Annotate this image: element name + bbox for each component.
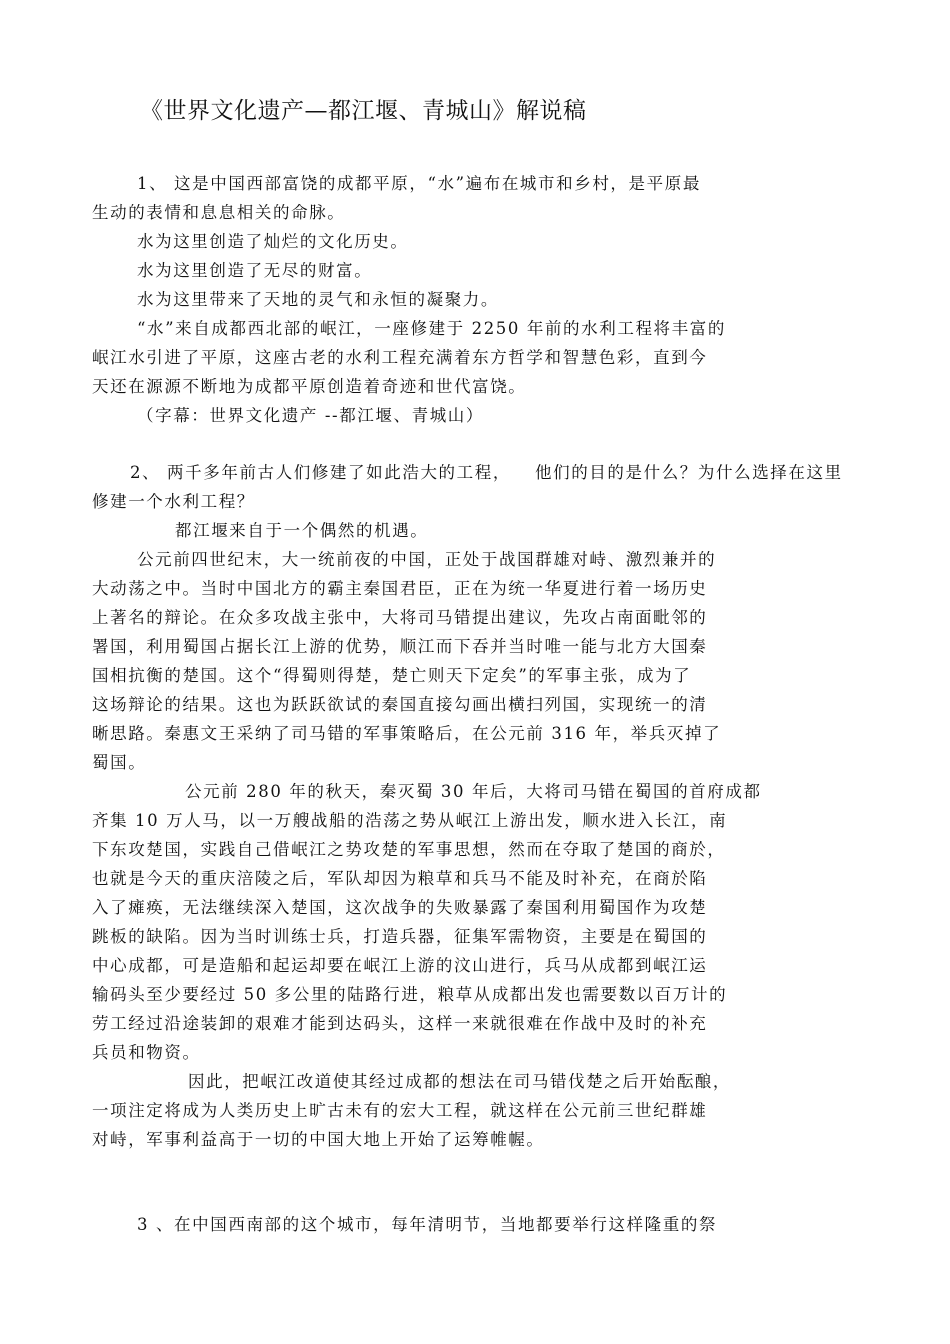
paragraph-line: 一项注定将成为人类历史上旷古未有的宏大工程，就这样在公元前三世纪群雄 xyxy=(92,1101,708,1120)
paragraph-line: 署国，利用蜀国占据长江上游的优势，顺江而下吞并当时唯一能与北方大国秦 xyxy=(92,637,708,656)
paragraph-line: 跳板的缺陷。因为当时训练士兵，打造兵器，征集军需物资，主要是在蜀国的 xyxy=(92,927,708,946)
paragraph-line: 下东攻楚国，实践自己借岷江之势攻楚的军事思想，然而在夺取了楚国的商於， xyxy=(92,840,726,859)
paragraph-line: 齐集 10 万人马，以一万艘战船的浩荡之势从岷江上游出发，顺水进入长江，南 xyxy=(92,811,728,830)
paragraph-line: 劳工经过沿途装卸的艰难才能到达码头，这样一来就很难在作战中及时的补充 xyxy=(92,1014,708,1033)
paragraph-line: 也就是今天的重庆涪陵之后，军队却因为粮草和兵马不能及时补充，在商於陷 xyxy=(92,869,708,888)
paragraph-line: 2、 两千多年前古人们修建了如此浩大的工程， xyxy=(130,463,511,482)
paragraph-line: 这场辩论的结果。这也为跃跃欲试的秦国直接勾画出横扫列国，实现统一的清 xyxy=(92,695,708,714)
paragraph-line: 对峙，军事利益高于一切的中国大地上开始了运筹帷幄。 xyxy=(92,1130,545,1149)
paragraph-line: 公元前四世纪末，大一统前夜的中国，正处于战国群雄对峙、激烈兼并的 xyxy=(137,550,717,569)
paragraph-line: 中心成都，可是造船和起运却要在岷江上游的汶山进行，兵马从成都到岷江运 xyxy=(92,956,708,975)
paragraph-line: 晰思路。秦惠文王采纳了司马错的军事策略后，在公元前 316 年，举兵灭掉了 xyxy=(92,724,722,743)
paragraph-line: 水为这里创造了无尽的财富。 xyxy=(137,261,373,280)
paragraph-line: 3 、在中国西南部的这个城市，每年清明节，当地都要举行这样隆重的祭 xyxy=(137,1215,718,1234)
paragraph-line: 水为这里创造了灿烂的文化历史。 xyxy=(137,232,409,251)
paragraph-line: 1、 这是中国西部富饶的成都平原，“水”遍布在城市和乡村，是平原最 xyxy=(137,174,701,193)
document-title: 《世界文化遗产—都江堰、青城山》解说稿 xyxy=(140,98,587,124)
subtitle-caption-line: （字幕：世界文化遗产 --都江堰、青城山） xyxy=(137,406,484,425)
paragraph-line: “水”来自成都西北部的岷江，一座修建于 2250 年前的水利工程将丰富的 xyxy=(137,319,726,338)
paragraph-line: 上著名的辩论。在众多攻战主张中，大将司马错提出建议，先攻占南面毗邻的 xyxy=(92,608,708,627)
paragraph-line: 岷江水引进了平原，这座古老的水利工程充满着东方哲学和智慧色彩，直到今 xyxy=(92,348,708,367)
paragraph-line: 公元前 280 年的秋天，秦灭蜀 30 年后，大将司马错在蜀国的首府成都 xyxy=(185,782,762,801)
paragraph-line: 因此，把岷江改道使其经过成都的想法在司马错伐楚之后开始酝酿， xyxy=(188,1072,731,1091)
paragraph-line: 兵员和物资。 xyxy=(92,1043,201,1062)
paragraph-line: 天还在源源不断地为成都平原创造着奇迹和世代富饶。 xyxy=(92,377,527,396)
paragraph-line: 大动荡之中。当时中国北方的霸主秦国君臣，正在为统一华夏进行着一场历史 xyxy=(92,579,708,598)
paragraph-line: 生动的表情和息息相关的命脉。 xyxy=(92,203,346,222)
paragraph-line: 修建一个水利工程？ xyxy=(92,492,255,511)
paragraph-line: 他们的目的是什么？为什么选择在这里 xyxy=(535,463,843,482)
paragraph-line: 输码头至少要经过 50 多公里的陆路行进，粮草从成都出发也需要数以百万计的 xyxy=(92,985,728,1004)
paragraph-line: 入了瘫痪，无法继续深入楚国，这次战争的失败暴露了秦国利用蜀国作为攻楚 xyxy=(92,898,708,917)
paragraph-line: 国相抗衡的楚国。这个“得蜀则得楚，楚亡则天下定矣”的军事主张，成为了 xyxy=(92,666,692,685)
paragraph-line: 都江堰来自于一个偶然的机遇。 xyxy=(175,521,429,540)
paragraph-line: 蜀国。 xyxy=(92,753,147,772)
paragraph-line: 水为这里带来了天地的灵气和永恒的凝聚力。 xyxy=(137,290,499,309)
